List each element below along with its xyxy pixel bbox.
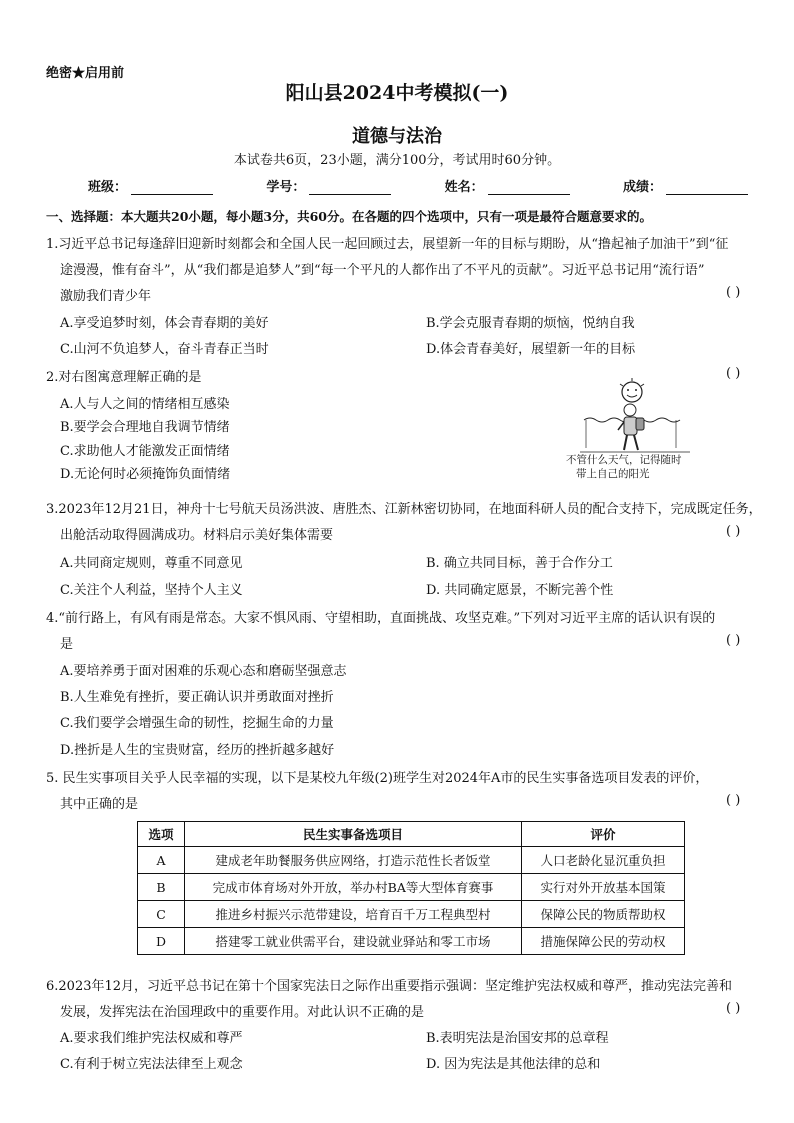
score-field[interactable] [623,176,748,195]
student-number-label: 学号： [266,180,306,195]
table-cell-evaluation: 保障公民的物质帮助权 [522,901,685,928]
exam-note: 本试卷共6页，23小题，满分100分，考试用时60分钟。 [233,153,561,168]
q1-stem-line2: 途漫漫，惟有奋斗”，从“我们都是追梦人”到“每一个平凡的人都作出了不平凡的贡献”。习近平总书记用“流行语” [60,263,705,278]
q3-stem-line2: 出舱活动取得圆满成功。材料启示美好集体需要 [60,528,334,543]
q2-option-d: D.无论何时必须掩饰负面情绪 [60,467,231,482]
cartoon-caption-line2: 带上自己的阳光 [576,468,650,480]
q4-option-c: C.我们要学会增强生命的韧性，挖掘生命的力量 [60,716,334,731]
q4-stem-line1: 4.“前行路上，有风有雨是常态。大家不惧风雨、守望相助，直面挑战、攻坚克难。”下列对习近平主席的话认识有误的 [46,611,716,626]
q5-answer-blank[interactable]: ( ) [726,793,741,808]
table-row [138,901,685,928]
q6-answer-blank[interactable]: ( ) [726,1001,741,1016]
q1-option-c: C.山河不负追梦人，奋斗青春正当时 [60,342,269,357]
q1-option-b: B.学会克服青春期的烦恼，悦纳自我 [426,316,635,331]
q3-option-c: C.关注个人利益，坚持个人主义 [60,583,243,598]
class-label: 班级： [88,180,128,195]
table-row [138,847,685,874]
cartoon-caption-line1: 不管什么天气，记得随时 [566,454,682,466]
student-info-fields [88,176,748,195]
q2-option-a: A.人与人之间的情绪相互感染 [60,397,230,412]
table-cell-project: 推进乡村振兴示范带建设，培育百千万工程典型村 [185,901,522,928]
q6-stem-line1: 6.2023年12月，习近平总书记在第十个国家宪法日之际作出重要指示强调：坚定维护宪法权威和尊严，推动宪法完善和 [46,979,733,994]
section-heading: 一、选择题：本大题共20小题，每小题3分，共60分。在各题的四个选项中，只有一项是最符合题意要求的。 [46,209,652,224]
q6-option-b: B.表明宪法是治国安邦的总章程 [426,1031,609,1046]
q2-stem: 2.对右图寓意理解正确的是 [46,370,202,385]
table-header-option: 选项 [138,822,185,847]
q3-option-b: B. 确立共同目标，善于合作分工 [426,556,613,571]
q3-answer-blank[interactable]: ( ) [726,524,741,539]
q6-option-d: D. 因为宪法是其他法律的总和 [426,1057,601,1072]
name-blank[interactable] [488,182,570,195]
table-cell-option: B [138,874,185,901]
student-number-field[interactable] [266,176,391,195]
q1-option-d: D.体会青春美好，展望新一年的目标 [426,342,636,357]
score-label: 成绩： [622,180,662,195]
q4-option-d: D.挫折是人生的宝贵财富，经历的挫折越多越好 [60,743,335,758]
table-cell-evaluation: 实行对外开放基本国策 [522,874,685,901]
name-label: 姓名： [444,180,484,195]
score-blank[interactable] [666,182,748,195]
student-number-blank[interactable] [309,182,391,195]
name-field[interactable] [445,176,570,195]
table-cell-option: C [138,901,185,928]
q4-stem-line2: 是 [60,637,74,652]
q3-stem-line1: 3.2023年12月21日，神舟十七号航天员汤洪波、唐胜杰、江新林密切协同，在地面科研人员的配合支持下，完成既定任务， [46,502,762,517]
table-header-row [138,822,685,847]
subject-title: 道德与法治 [352,126,442,147]
q5-stem-line1: 5. 民生实事项目关乎人民幸福的实现，以下是某校九年级(2)班学生对2024年A市的民生实事备选项目发表的评价， [46,771,709,786]
table-row [138,928,685,955]
q2-option-b: B.要学会合理地自我调节情绪 [60,420,230,435]
exam-title: 阳山县2024中考模拟(一) [285,82,509,104]
q5-project-table [137,821,685,955]
q3-option-a: A.共同商定规则，尊重不同意见 [60,556,243,571]
confidential-label: 绝密★启用前 [46,66,125,81]
table-header-project: 民生实事备选项目 [185,822,522,847]
table-cell-option: A [138,847,185,874]
table-cell-project: 完成市体育场对外开放，举办村BA等大型体育赛事 [185,874,522,901]
q1-stem-line3: 激励我们青少年 [60,289,152,304]
q6-option-c: C.有利于树立宪法法律至上观念 [60,1057,243,1072]
q4-option-b: B.人生难免有挫折，要正确认识并勇敢面对挫折 [60,690,334,705]
q3-option-d: D. 共同确定愿景，不断完善个性 [426,583,614,598]
table-cell-project: 建成老年助餐服务供应网络，打造示范性长者饭堂 [185,847,522,874]
table-header-evaluation: 评价 [522,822,685,847]
table-row [138,874,685,901]
q5-stem-line2: 其中正确的是 [60,797,139,812]
table-cell-evaluation: 措施保障公民的劳动权 [522,928,685,955]
q1-stem-line1: 1.习近平总书记每逢辞旧迎新时刻都会和全国人民一起回顾过去，展望新一年的目标与期盼，从“撸起袖子加油干”到“征 [46,237,729,252]
q4-answer-blank[interactable]: ( ) [726,633,741,648]
q1-option-a: A.享受追梦时刻，体会青春期的美好 [60,316,269,331]
class-field[interactable] [88,176,213,195]
q6-option-a: A.要求我们维护宪法权威和尊严 [60,1031,243,1046]
class-blank[interactable] [131,182,213,195]
table-cell-evaluation: 人口老龄化显沉重负担 [522,847,685,874]
q6-stem-line2: 发展，发挥宪法在治国理政中的重要作用。对此认识不正确的是 [60,1005,425,1020]
q4-option-a: A.要培养勇于面对困难的乐观心态和磨砺坚强意志 [60,664,347,679]
q2-answer-blank[interactable]: ( ) [726,366,741,381]
q1-answer-blank[interactable]: ( ) [726,285,741,300]
table-cell-project: 搭建零工就业供需平台，建设就业驿站和零工市场 [185,928,522,955]
table-cell-option: D [138,928,185,955]
q2-option-c: C.求助他人才能激发正面情绪 [60,444,230,459]
